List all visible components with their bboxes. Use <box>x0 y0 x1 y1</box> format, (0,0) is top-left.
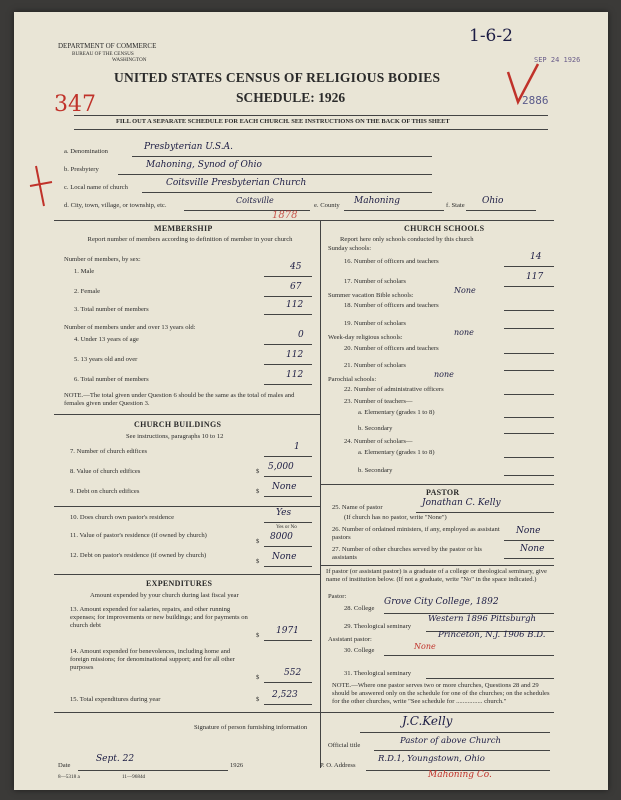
q11-value: 8000 <box>270 532 293 542</box>
q2-value: 67 <box>290 282 302 292</box>
sunday-label: Sunday schools: <box>328 245 372 252</box>
q31-label: 31. Theological seminary <box>344 670 412 677</box>
q29-label: 29. Theological seminary <box>344 623 412 630</box>
q26-value: None <box>516 526 541 536</box>
pastor-sublabel: Pastor: <box>328 593 347 600</box>
q24-label: 24. Number of scholars— <box>344 438 413 445</box>
q4-value: 0 <box>298 330 304 340</box>
q22-label: 22. Number of administrative officers <box>344 386 444 393</box>
handwritten-number: 347 <box>54 92 96 117</box>
q14-dollar: $ <box>256 674 260 681</box>
buildings-see: See instructions, paragraphs 10 to 12 <box>126 433 224 440</box>
q9-dollar: $ <box>256 488 260 495</box>
parochial-label: Parochial schools: <box>328 376 377 383</box>
q10-value: Yes <box>276 508 292 518</box>
q25-note: (If church has no pastor, write "None") <box>344 514 447 521</box>
form-title: UNITED STATES CENSUS OF RELIGIOUS BODIES <box>114 70 441 85</box>
q30-value: None <box>414 642 436 651</box>
q14-value: 552 <box>284 668 302 678</box>
q24a-label: a. Elementary (grades 1 to 8) <box>358 449 435 456</box>
address-value: R.D.1, Youngstown, Ohio <box>378 754 485 764</box>
state-label: f. State <box>446 202 465 209</box>
weekday-label: Week-day religious schools: <box>328 334 403 341</box>
denomination-label: a. Denomination <box>64 148 108 155</box>
q4-label: 4. Under 13 years of age <box>74 336 139 343</box>
q17-value: 117 <box>526 272 544 282</box>
city-label: d. City, town, village, or township, etc. <box>64 202 167 209</box>
dept-name: DEPARTMENT OF COMMERCE <box>58 42 157 50</box>
state-value: Ohio <box>482 196 504 206</box>
q15-label: 15. Total expenditures during year <box>70 696 161 703</box>
form-code-2: 11—9684d <box>122 774 146 780</box>
q7-value: 1 <box>294 442 300 452</box>
q16-label: 16. Number of officers and teachers <box>344 258 439 265</box>
q25-value: Jonathan C. Kelly <box>422 498 501 508</box>
weekday-value: none <box>454 328 474 337</box>
stamp-number: 2886 <box>522 94 549 107</box>
q6-label: 6. Total number of members <box>74 376 149 383</box>
by-sex-label: Number of members, by sex: <box>64 256 141 263</box>
q23-label: 23. Number of teachers— <box>344 398 413 405</box>
pastor-heading: PASTOR <box>426 488 460 497</box>
q5-label: 5. 13 years old and over <box>74 356 138 363</box>
pastor-note: NOTE.—Where one pastor serves two or more churches, Questions 28 and 29 should be answered only on the schedule for one of the churches; on the schedules for the other churches, write "See schedule for ................ church." <box>332 682 550 705</box>
county-value: Mahoning <box>354 196 401 206</box>
presbytery-value: Mahoning, Synod of Ohio <box>146 160 262 170</box>
address-label: P. O. Address <box>320 762 356 769</box>
q6-value: 112 <box>286 370 304 380</box>
expenditures-heading: EXPENDITURES <box>146 579 213 588</box>
q29-value: Western 1896 Pittsburgh <box>428 614 536 624</box>
age-intro: Number of members under and over 13 years old: <box>64 324 196 331</box>
county-label: e. County <box>314 202 340 209</box>
city-value: Coitsville <box>236 196 274 205</box>
q13-label: 13. Amount expended for salaries, repairs, and other running expenses; for improvements or new buildings; and for payments on church debt <box>70 606 248 629</box>
q25-label: 25. Name of pastor <box>332 504 383 511</box>
q11-dollar: $ <box>256 538 260 545</box>
q1-value: 45 <box>290 262 302 272</box>
q3-label: 3. Total number of members <box>74 306 149 313</box>
presbytery-label: b. Presbytery <box>64 166 99 173</box>
yes-no-hint: Yes or No <box>276 524 297 530</box>
date-label: Date <box>58 762 71 769</box>
q23b-label: b. Secondary <box>358 425 393 432</box>
parochial-value: none <box>434 370 454 379</box>
q9-value: None <box>272 482 297 492</box>
membership-note: NOTE.—The total given under Question 6 should be the same as the total of males and females given under Question 3. <box>64 392 295 407</box>
red-note: 1878 <box>272 210 298 221</box>
q8-value: 5,000 <box>268 462 294 472</box>
q12-label: 12. Debt on pastor's residence (if owned by church) <box>70 552 207 559</box>
form-subtitle: SCHEDULE: 1926 <box>236 90 346 105</box>
official-title-label: Official title <box>328 742 361 749</box>
received-stamp-date: SEP 24 1926 <box>534 56 581 64</box>
q27-label: 27. Number of other churches served by the pastor or his assistants <box>332 546 482 561</box>
q13-value: 1971 <box>276 626 299 636</box>
address-county-note: Mahoning Co. <box>428 770 492 780</box>
church-name-value: Coitsville Presbyterian Church <box>166 178 307 188</box>
q2-label: 2. Female <box>74 288 101 295</box>
red-check-mark <box>504 62 544 107</box>
q13-dollar: $ <box>256 632 260 639</box>
q20-label: 20. Number of officers and teachers <box>344 345 439 352</box>
q21-label: 21. Number of scholars <box>344 362 406 369</box>
city-name: WASHINGTON <box>112 57 147 63</box>
q15-value: 2,523 <box>272 690 298 700</box>
q3-value: 112 <box>286 300 304 310</box>
assistant-sublabel: Assistant pastor: <box>328 636 372 643</box>
signature-label: Signature of person furnishing information <box>194 724 308 731</box>
q12-value: None <box>272 552 297 562</box>
expenditures-intro: Amount expended by your church during last fiscal year <box>90 592 239 599</box>
q24b-label: b. Secondary <box>358 467 393 474</box>
fill-instructions: FILL OUT A SEPARATE SCHEDULE FOR EACH CHURCH. SEE INSTRUCTIONS ON THE BACK OF THIS SHEET <box>116 118 450 125</box>
q10-label: 10. Does church own pastor's residence <box>70 514 175 521</box>
schools-intro: Report here only schools conducted by this church <box>340 236 474 243</box>
q26-label: 26. Number of ordained ministers, if any, employed as assistant pastors <box>332 526 500 541</box>
q8-dollar: $ <box>256 468 260 475</box>
summer-value: None <box>454 286 476 295</box>
q19-label: 19. Number of scholars <box>344 320 406 327</box>
signature-value: J.C.Kelly <box>402 714 453 728</box>
q11-label: 11. Value of pastor's residence (if owned by church) <box>70 532 207 539</box>
census-schedule-sheet <box>14 12 608 790</box>
q18-label: 18. Number of officers and teachers <box>344 302 439 309</box>
date-value: Sept. 22 <box>96 754 135 764</box>
q8-label: 8. Value of church edifices <box>70 468 141 475</box>
membership-heading: MEMBERSHIP <box>154 224 213 233</box>
q30-label: 30. College <box>344 647 375 654</box>
q17-label: 17. Number of scholars <box>344 278 406 285</box>
buildings-heading: CHURCH BUILDINGS <box>134 420 222 429</box>
graduation-note: If pastor (or assistant pastor) is a graduate of a college or theological seminary, give name of institution below. (If not a graduate, write "No" in the space indicated.) <box>326 568 547 583</box>
assistant-value: Princeton, N.J. 1906 B.D. <box>438 630 546 640</box>
q9-label: 9. Debt on church edifices <box>70 488 140 495</box>
official-title-value: Pastor of above Church <box>400 736 501 746</box>
form-code: 8—5318 a <box>58 774 80 780</box>
q1-label: 1. Male <box>74 268 95 275</box>
denomination-value: Presbyterian U.S.A. <box>144 142 233 152</box>
q14-label: 14. Amount expended for benevolences, including home and foreign missions; for denominational support; and for all other purposes <box>70 648 235 671</box>
q12-dollar: $ <box>256 558 260 565</box>
membership-intro: Report number of members according to definition of member in your church <box>87 236 293 243</box>
q7-label: 7. Number of church edifices <box>70 448 148 455</box>
q16-value: 14 <box>530 252 542 262</box>
handwritten-corner-code: 1-6-2 <box>469 26 513 46</box>
q28-label: 28. College <box>344 605 375 612</box>
q15-dollar: $ <box>256 696 260 703</box>
bureau-name: BUREAU OF THE CENSUS <box>72 51 134 57</box>
q27-value: None <box>520 544 545 554</box>
q5-value: 112 <box>286 350 304 360</box>
red-margin-mark <box>26 162 56 212</box>
summer-label: Summer vacation Bible schools: <box>328 292 414 299</box>
q23a-label: a. Elementary (grades 1 to 8) <box>358 409 435 416</box>
year-label: 1926 <box>230 762 244 769</box>
church-name-label: c. Local name of church <box>64 184 128 191</box>
q28-value: Grove City College, 1892 <box>384 597 499 607</box>
schools-heading: CHURCH SCHOOLS <box>404 224 485 233</box>
